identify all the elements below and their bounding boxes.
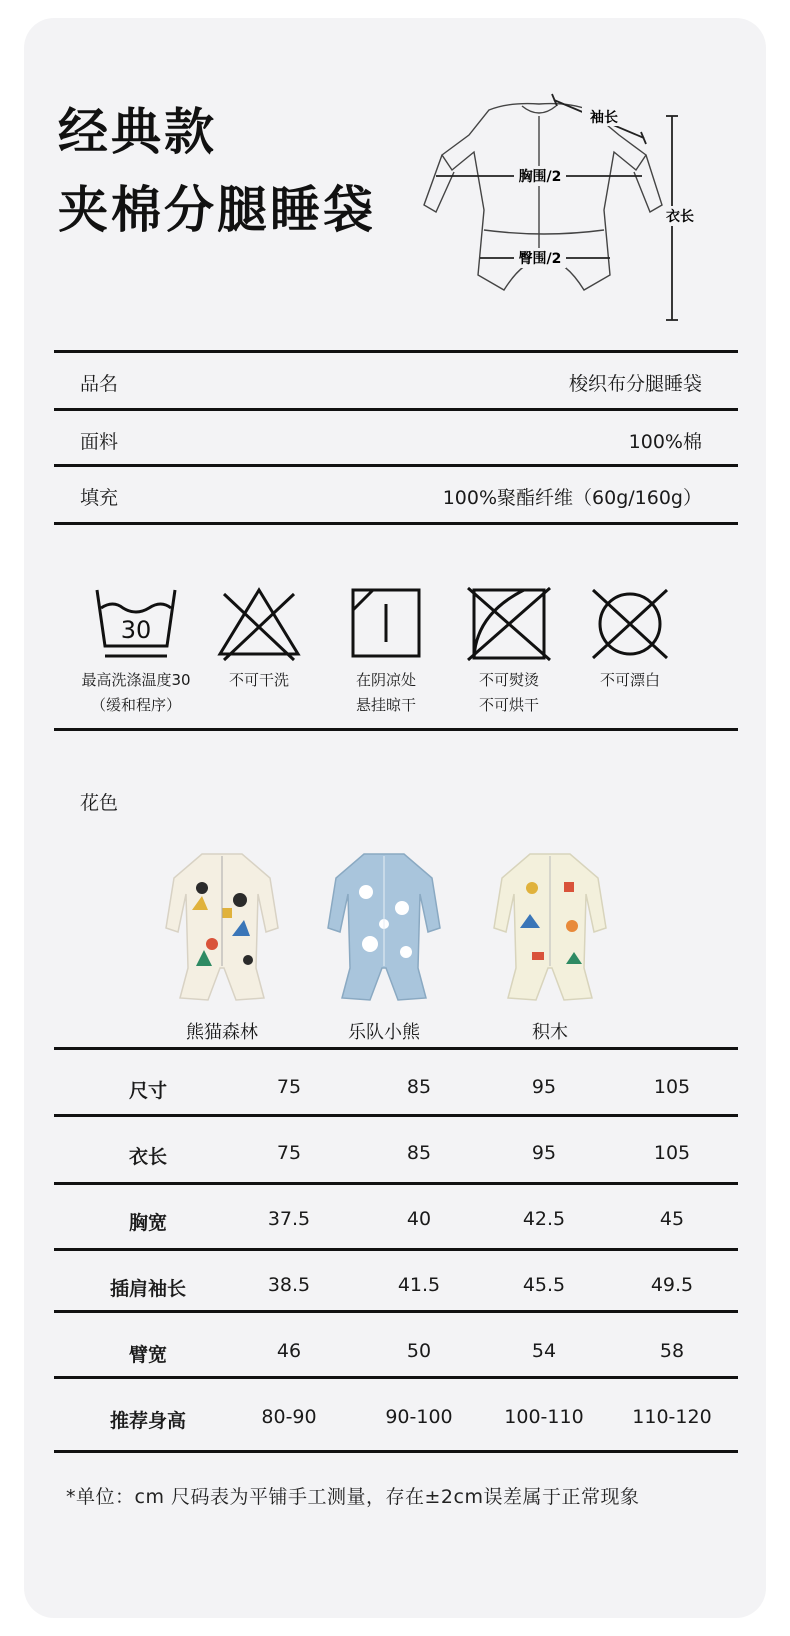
color-name: 积木 [532, 1022, 568, 1043]
care-label: 不可熨烫 不可烘干 [478, 671, 539, 714]
size-table-cell: 85 [406, 1076, 432, 1098]
sleeve-length-label: 袖长 [590, 110, 618, 126]
care-label: 不可漂白 [599, 671, 660, 689]
size-table-cell: 95 [531, 1142, 557, 1164]
no-iron-no-tumble-icon [464, 586, 554, 662]
footer-note: *单位：cm 尺码表为平铺手工测量，存在±2cm误差属于正常现象 [66, 1486, 640, 1508]
size-row-label: 胸宽 [128, 1212, 167, 1234]
size-table-cell: 38.5 [267, 1274, 311, 1296]
info-key: 品名 [80, 373, 119, 395]
care-label: 在阴凉处 悬挂晾干 [355, 671, 416, 714]
color-name: 熊猫森林 [186, 1022, 258, 1043]
color-option-panda-forest[interactable] [152, 848, 292, 1044]
size-table-cell: 54 [531, 1340, 557, 1362]
size-table-cell: 110-120 [632, 1406, 712, 1428]
size-table-cell: 80-90 [261, 1406, 317, 1428]
size-table-cell: 105 [653, 1076, 691, 1098]
size-rule-top [54, 1047, 738, 1050]
care-rule [54, 728, 738, 731]
info-value: 100%聚酯纤维（60g/160g） [442, 487, 702, 509]
info-value: 100%棉 [628, 431, 702, 453]
sleepsuit-panda-image [152, 848, 292, 1008]
size-table-cell: 75 [276, 1142, 302, 1164]
size-table-cell: 95 [531, 1076, 557, 1098]
colors-title: 花色 [80, 792, 119, 814]
info-value: 梭织布分腿睡袋 [568, 373, 702, 395]
info-row-name [54, 352, 738, 408]
info-row-fabric [54, 410, 738, 466]
size-row-label: 推荐身高 [109, 1410, 186, 1432]
size-table-row [54, 1406, 738, 1434]
size-table-cell: 100-110 [504, 1406, 584, 1428]
no-bleach-icon [585, 586, 675, 662]
color-option-band-bear[interactable] [314, 848, 454, 1044]
care-item-no-bleach [555, 586, 705, 693]
size-table-row [54, 1076, 738, 1104]
title-line-2: 夹棉分腿睡袋 [58, 181, 376, 239]
size-table-rule [54, 1310, 738, 1313]
wash-30-icon [91, 586, 181, 662]
size-table-cell: 105 [653, 1142, 691, 1164]
size-table-row [54, 1274, 738, 1302]
size-table-cell: 37.5 [267, 1208, 311, 1230]
size-row-label: 衣长 [128, 1146, 167, 1168]
size-table-cell: 41.5 [397, 1274, 441, 1296]
hip-label: 臀围/2 [518, 251, 562, 267]
sleepsuit-band-bear-image [314, 848, 454, 1008]
size-table-cell: 45.5 [522, 1274, 566, 1296]
line-dry-shade-icon [341, 586, 431, 662]
info-row-filling [54, 466, 738, 522]
size-table-cell: 46 [276, 1340, 302, 1362]
size-table-row [54, 1142, 738, 1170]
chest-label: 胸围/2 [518, 169, 562, 185]
size-table-rule [54, 1376, 738, 1379]
care-label: 不可干洗 [228, 671, 289, 689]
info-rule-bottom [54, 522, 738, 525]
size-table-cell: 42.5 [522, 1208, 566, 1230]
size-table-rule [54, 1114, 738, 1117]
size-row-label: 插肩袖长 [109, 1278, 186, 1300]
color-name: 乐队小熊 [348, 1022, 420, 1043]
size-table-row [54, 1208, 738, 1236]
spec-card [24, 18, 766, 1618]
wash-temp-text: 30 [120, 616, 152, 644]
size-table-cell: 75 [276, 1076, 302, 1098]
info-key: 填充 [80, 487, 119, 509]
size-table-cell: 50 [406, 1340, 432, 1362]
size-table-cell: 58 [659, 1340, 685, 1362]
garment-diagram [414, 80, 714, 340]
size-table-cell: 40 [406, 1208, 432, 1230]
size-table-rule [54, 1248, 738, 1251]
size-row-label: 尺寸 [128, 1080, 167, 1102]
size-table-cell: 49.5 [650, 1274, 694, 1296]
size-table-cell: 85 [406, 1142, 432, 1164]
title-line-1: 经典款 [58, 103, 217, 161]
length-label: 衣长 [666, 209, 694, 225]
size-table-rule [54, 1450, 738, 1453]
size-table-row [54, 1340, 738, 1368]
size-table-cell: 45 [659, 1208, 685, 1230]
size-table-cell: 90-100 [385, 1406, 453, 1428]
info-key: 面料 [80, 431, 119, 453]
sleepsuit-blocks-image [480, 848, 620, 1008]
color-option-building-blocks[interactable] [480, 848, 620, 1044]
size-table-rule [54, 1182, 738, 1185]
size-row-label: 臂宽 [128, 1344, 167, 1366]
care-label: 最高洗涤温度30 （缓和程序） [81, 671, 191, 714]
no-dry-clean-icon [214, 586, 304, 662]
